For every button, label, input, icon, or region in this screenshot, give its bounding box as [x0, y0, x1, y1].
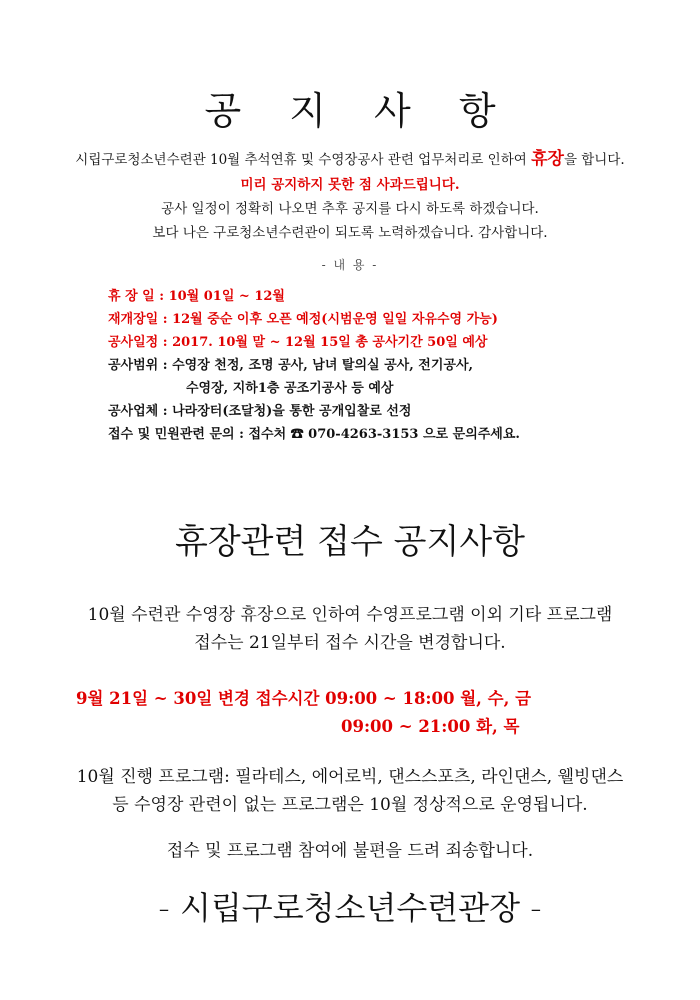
contents-label: - 내 용 -: [321, 258, 379, 272]
detail-closure-period: 휴 장 일 : 10월 01일 ~ 12월: [108, 289, 285, 304]
reception-apology: 접수 및 프로그램 참여에 불편을 드려 죄송합니다.: [166, 841, 534, 861]
detail-reopen-date: 재개장일 : 12월 중순 이후 오픈 예정(시범운영 일일 자유수영 가능): [108, 312, 498, 327]
detail-construction-scope-cont: 수영장, 지하1층 공조기공사 등 예상: [186, 381, 394, 396]
reception-para1-line2: 접수는 21일부터 접수 시간을 변경합니다.: [194, 633, 506, 653]
schedule-line-2: 09:00 ~ 21:00 화, 목: [341, 717, 520, 736]
notice-apology-line: 미리 공지하지 못한 점 사과드립니다.: [240, 177, 460, 193]
notice-line-3: 공사 일정이 정확히 나오면 추후 공지를 다시 하도록 하겠습니다.: [161, 201, 539, 217]
detail-construction-scope: 공사범위 : 수영장 천정, 조명 공사, 남녀 탈의실 공사, 전기공사,: [108, 358, 474, 373]
reception-title: 휴장관련 접수 공지사항: [174, 522, 526, 562]
schedule-line-1: 9월 21일 ~ 30일 변경 접수시간 09:00 ~ 18:00 월, 수, 금: [76, 689, 532, 708]
notice-title: 공 지 사 항: [204, 89, 514, 133]
detail-contractor: 공사업체 : 나라장터(조달청)을 통한 공개입찰로 선정: [108, 404, 412, 419]
notice-line-1-before: 시립구로청소년수련관 10월 추석연휴 및 수영장공사 관련 업무처리로 인하여: [75, 152, 532, 168]
notice-line-4: 보다 나은 구로청소년수련관이 되도록 노력하겠습니다. 감사합니다.: [152, 225, 548, 241]
reception-para2-line2: 등 수영장 관련이 없는 프로그램은 10월 정상적으로 운영됩니다.: [112, 795, 588, 815]
signature: - 시립구로청소년수련관장 -: [158, 889, 542, 927]
closure-emphasis: 휴장: [531, 149, 564, 169]
reception-para2-line1: 10월 진행 프로그램: 필라테스, 에어로빅, 댄스스포츠, 라인댄스, 웰빙댄스: [76, 767, 624, 787]
reception-para1-line1: 10월 수련관 수영장 휴장으로 인하여 수영프로그램 이외 기타 프로그램: [87, 605, 613, 625]
detail-construction-schedule: 공사일정 : 2017. 10월 말 ~ 12월 15일 총 공사기간 50일 예상: [108, 335, 488, 350]
notice-line-1-after: 을 합니다.: [563, 152, 625, 168]
detail-contact: 접수 및 민원관련 문의 : 접수처 ☎ 070-4263-3153 으로 문의주세요.: [108, 427, 520, 442]
notice-line-1: [0, 148, 700, 171]
